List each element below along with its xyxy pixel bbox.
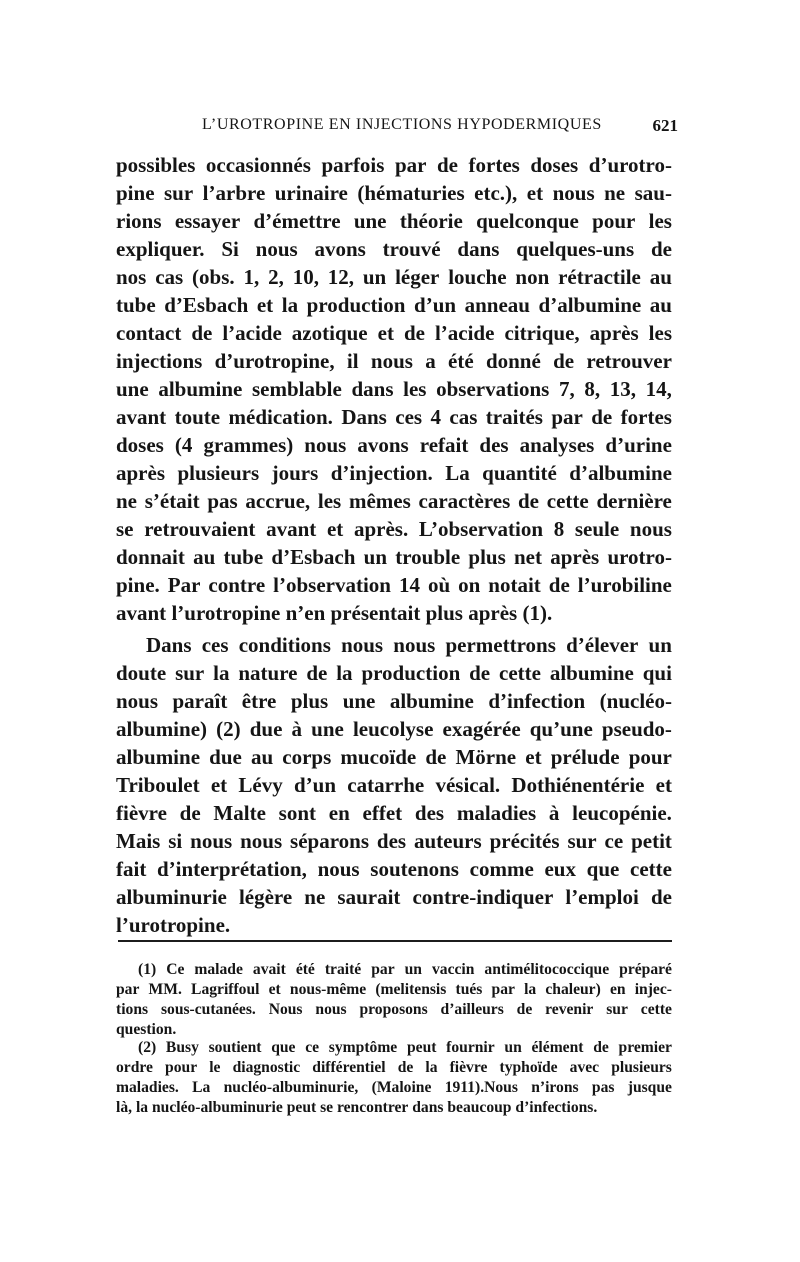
body-text-line: ne s’était pas accrue, les mêmes caractères de cette dernière (116, 489, 672, 513)
body-text-line: une albumine semblable dans les observations 7, 8, 13, 14, (116, 377, 672, 401)
body-text-line: Dans ces conditions nous nous permettrons d’élever un (146, 633, 672, 657)
body-text-line: Mais si nous nous séparons des auteurs précités sur ce petit (116, 829, 672, 853)
body-text-line: fièvre de Malte sont en effet des maladies à leucopénie. (116, 801, 672, 825)
body-text-line: doute sur la nature de la production de cette albumine qui (116, 661, 672, 685)
body-text-line: avant l’urotropine n’en présentait plus après (1). (116, 601, 553, 625)
body-text-line: albumine) (2) due à une leucolyse exagérée qu’une pseudo- (116, 717, 672, 741)
body-text-line: pine. Par contre l’observation 14 où on notait de l’urobiline (116, 573, 672, 597)
footnote-line: par MM. Lagriffoul et nous-même (melitensis tués par la chaleur) en injec- (116, 981, 672, 998)
footnote-line: maladies. La nucléo-albuminurie, (Maloine 1911).Nous n’irons pas jusque (116, 1079, 672, 1096)
body-text-line: contact de l’acide azotique et de l’acide citrique, après les (116, 321, 672, 345)
body-text-line: après plusieurs jours d’injection. La quantité d’albumine (116, 461, 672, 485)
footnote-line: (2) Busy soutient que ce symptôme peut fournir un élément de premier (138, 1039, 672, 1056)
body-text-line: rions essayer d’émettre une théorie quelconque pour les (116, 209, 672, 233)
body-text-line: l’urotropine. (116, 913, 231, 937)
page-number: 621 (652, 116, 678, 135)
running-title: L’UROTROPINE EN INJECTIONS HYPODERMIQUES (202, 116, 602, 133)
footnote-line: question. (116, 1021, 177, 1038)
body-text-line: se retrouvaient avant et après. L’observation 8 seule nous (116, 517, 672, 541)
body-text-line: expliquer. Si nous avons trouvé dans quelques-uns de (116, 237, 672, 261)
body-text-line: albumine due au corps mucoïde de Mörne et prélude pour (116, 745, 672, 769)
footnote-line: (1) Ce malade avait été traité par un vaccin antimélitococcique préparé (138, 961, 672, 978)
body-text-line: avant toute médication. Dans ces 4 cas traités par de fortes (116, 405, 672, 429)
footnote-line: ordre pour le diagnostic différentiel de la fièvre typhoïde avec plusieurs (116, 1059, 672, 1076)
body-text-line: tube d’Esbach et la production d’un anneau d’albumine au (116, 293, 672, 317)
body-text-line: nous paraît être plus une albumine d’infection (nucléo- (116, 689, 672, 713)
body-text-line: possibles occasionnés parfois par de fortes doses d’urotro- (116, 153, 672, 177)
body-text-line: Triboulet et Lévy d’un catarrhe vésical. Dothiénentérie et (116, 773, 672, 797)
footnote-separator (118, 940, 672, 942)
body-text-line: pine sur l’arbre urinaire (hématuries etc.), et nous ne sau- (116, 181, 672, 205)
body-text-line: albuminurie légère ne saurait contre-indiquer l’emploi de (116, 885, 672, 909)
footnote-line: tions sous-cutanées. Nous nous proposons d’ailleurs de revenir sur cette (116, 1001, 672, 1018)
running-header (120, 116, 678, 140)
body-text-line: fait d’interprétation, nous soutenons comme eux que cette (116, 857, 672, 881)
body-text-line: nos cas (obs. 1, 2, 10, 12, un léger louche non rétractile au (116, 265, 672, 289)
footnote-line: là, la nucléo-albuminurie peut se rencontrer dans beaucoup d’infections. (116, 1099, 598, 1116)
body-text-line: donnait au tube d’Esbach un trouble plus net après urotro- (116, 545, 672, 569)
body-text-line: doses (4 grammes) nous avons refait des analyses d’urine (116, 433, 672, 457)
body-text-line: injections d’urotropine, il nous a été donné de retrouver (116, 349, 672, 373)
